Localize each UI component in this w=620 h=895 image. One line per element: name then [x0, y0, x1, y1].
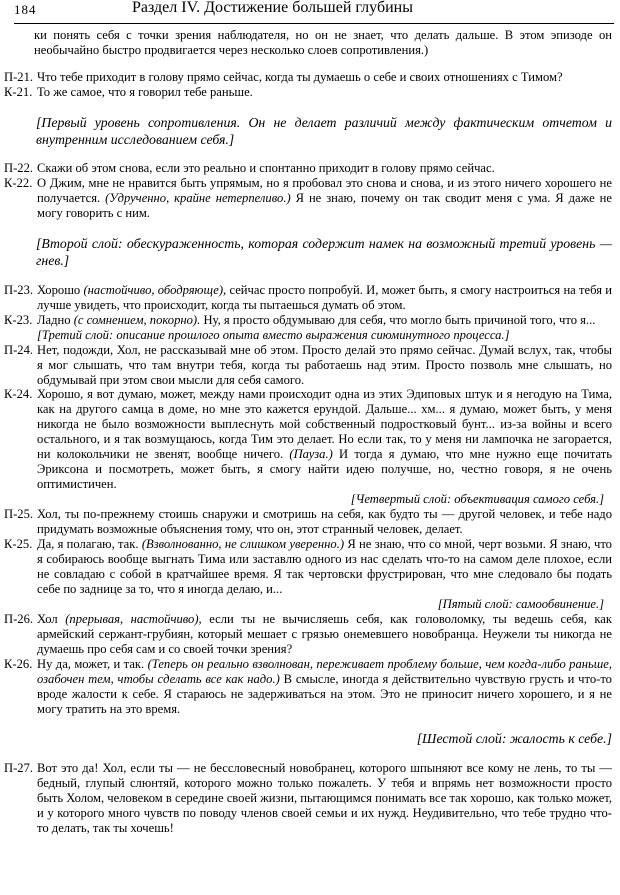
- speaker-label: П-22.: [4, 161, 34, 176]
- exchange-p21: [0, 70, 620, 85]
- stage-direction: (настойчиво, ободряюще),: [83, 282, 227, 297]
- exchange-k24: [0, 387, 620, 507]
- exchange-text: Да, я полагаю, так.: [37, 537, 139, 552]
- exchange-text: Я не знаю, что со мной, черт возьми. Я знаю, что я собираюсь вообще выгнать Тима или заставлю одного из нас сделать что-то на самом деле плохое, если не совладаю с собой в кратчайшее время. Я так чертовски фрустрирован, что мне следовало бы подать себе по заднице за то, что я иногда делаю, и...: [37, 537, 612, 596]
- exchange-p27: [0, 761, 620, 836]
- stage-direction: (Теперь он реально взволнован, переживает проблему больше, чем когда-либо раньше, озабочен тем, чтобы сделать все как надо.): [37, 656, 612, 686]
- speaker-label: П-25.: [4, 507, 34, 522]
- layer-note-1: [Первый уровень сопротивления. Он не делает различий между фактическим отчетом и внутренним исследованием себя.]: [36, 114, 612, 147]
- stage-direction: (Удрученно, крайне нетерпеливо.): [105, 191, 291, 206]
- speaker-label: К-25.: [4, 537, 33, 552]
- transcript: [0, 28, 620, 836]
- running-header: [14, 0, 614, 24]
- exchange-p22: [0, 161, 620, 176]
- exchange-text: Хол, ты по-прежнему стоишь снаружи и смотришь на себя, как будто ты — другой человек, и тебе надо придумать возможные объяснения тому, что он, этот странный человек, делает.: [37, 507, 612, 537]
- speaker-label: П-26.: [4, 611, 34, 626]
- stage-direction: (с сомнением, покорно).: [73, 312, 201, 327]
- exchange-text: Скажи об этом снова, если это реально и спонтанно приходит в голову прямо сейчас.: [37, 161, 495, 176]
- exchange-text: Нет, подожди, Хол, не рассказывай мне об этом. Просто делай это прямо сейчас. Думай вслух, так, чтобы я мог слышать, что там внутри тебя, когда ты работаешь над этим. Просто позволь мне слышать, но обдумывай при этом свои мысли для себя самого.: [37, 342, 612, 387]
- speaker-label: К-26.: [4, 656, 33, 671]
- exchange-k23: [0, 313, 620, 343]
- intro-paragraph: [0, 28, 620, 58]
- exchange-text: То же самое, что я говорил тебе раньше.: [37, 84, 253, 99]
- exchange-text: Ну да, может, и так.: [37, 656, 145, 671]
- exchange-k26: [0, 657, 620, 717]
- layer-note-3: [Третий слой: описание прошлого опыта вместо выражения сиюминутного процесса.]: [37, 327, 510, 342]
- exchange-text: если ты не вычисляешь себя, как головоломку, ты ведешь себя, как армейский сержант-грубиян, который мешает с грязью онемевшего новобранца. Неужели ты никогда не думаешь про себя сам и со своей точки зрения?: [37, 611, 612, 656]
- speaker-label: К-24.: [4, 387, 33, 402]
- section-title: Раздел IV. Достижение большей глубины: [132, 0, 413, 16]
- exchange-text: Хол: [37, 611, 58, 626]
- layer-note-4: [Четвертый слой: объективация самого себя.]: [350, 492, 604, 507]
- speaker-label: П-24.: [4, 342, 34, 357]
- layer-note-5: [Пятый слой: самообвинение.]: [437, 596, 604, 611]
- exchange-p26: [0, 612, 620, 657]
- layer-note-2: [Второй слой: обескураженность, которая содержит намек на возможный третий уровень — гнев.]: [36, 236, 612, 269]
- stage-direction: (Взволнованно, не слишком уверенно.): [141, 537, 345, 552]
- speaker-label: К-21.: [4, 84, 33, 99]
- exchange-p24: [0, 343, 620, 388]
- speaker-label: К-23.: [4, 312, 33, 327]
- exchange-text: И тогда я думаю, что мне нужно еще почитать Эриксона и посмотреть, может быть, я смогу найти идею получше, но, честно говоря, я не очень оптимистичен.: [37, 447, 612, 492]
- exchange-text: Что тебе приходит в голову прямо сейчас, когда ты думаешь о себе и своих отношениях с Тимом?: [37, 69, 563, 84]
- exchange-text: Ну, я просто обдумываю для себя, что могло быть причиной того, что я...: [203, 312, 596, 327]
- exchange-text: Ладно: [37, 312, 71, 327]
- exchange-text: О Джим, мне не нравится быть упрямым, но я пробовал это снова и снова, и из этого ничего хорошего не получается.: [37, 176, 612, 206]
- layer-note-6: [Шестой слой: жалость к себе.]: [416, 731, 612, 747]
- stage-direction: (прерывая, настойчиво),: [65, 611, 202, 626]
- exchange-text: В смысле, иногда я действительно чувствую грусть и что-то вроде жалости к себе. Я стараюсь не задерживаться на этом. Это не приносит ничего хорошего, и я не могу тратить на это время.: [37, 671, 612, 716]
- speaker-label: П-23.: [4, 282, 34, 297]
- speaker-label: П-27.: [4, 761, 34, 776]
- exchange-k21: [0, 85, 620, 100]
- exchange-text: Хорошо: [37, 282, 81, 297]
- exchange-k25: [0, 537, 620, 612]
- exchange-text: Вот это да! Хол, если ты — не бессловесный новобранец, которого шпыняют все кому не лень, то ты — бедный, глупый слюнтяй, которого можно только пожалеть. У тебя и впрямь нет возможности просто быть Холом, человеком в середине своей жизни, пытающимся понимать все так хорошо, как только может, и у которого много чувств по поводу членов своей семьи и их нужд. Неудивительно, что тебе трудно что-то делать, так ты хочешь!: [37, 761, 612, 835]
- stage-direction: (Пауза.): [289, 447, 333, 462]
- exchange-text: Хорошо, я вот думаю, может, между нами происходит одна из этих Эдиповых штук и я негодую на Тима, как на другого самца в доме, но мне это кажется ерундой. Дальше... хм... я думаю, может быть, у меня никогда не было возможности выплеснуть мой собственный подростковый бунт... из-за войны и всего остального, и я так возмущаюсь, когда Тим это делает. Но если так, то у меня ни лампочка не загорается, ни колокольчики не звенят, вообще ничего.: [37, 387, 612, 462]
- page-number: 184: [14, 2, 37, 17]
- exchange-p25: [0, 507, 620, 537]
- exchange-text: Я не знаю, почему он так сводит меня с ума. Я даже не могу говорить с ним.: [37, 191, 612, 221]
- speaker-label: К-22.: [4, 176, 33, 191]
- exchange-k22: [0, 176, 620, 221]
- intro-text: ки понять себя с точки зрения наблюдателя, но он не знает, что делать дальше. В этом эпизоде он необычайно быстро продвигается через несколько слоев сопротивления.): [34, 28, 612, 57]
- speaker-label: П-21.: [4, 69, 34, 84]
- exchange-text: сейчас просто попробуй. И, может быть, я смогу настроиться на тебя и лучше увидеть, что происходит, когда ты пытаешься думать об этом.: [37, 282, 612, 312]
- exchange-p23: [0, 283, 620, 313]
